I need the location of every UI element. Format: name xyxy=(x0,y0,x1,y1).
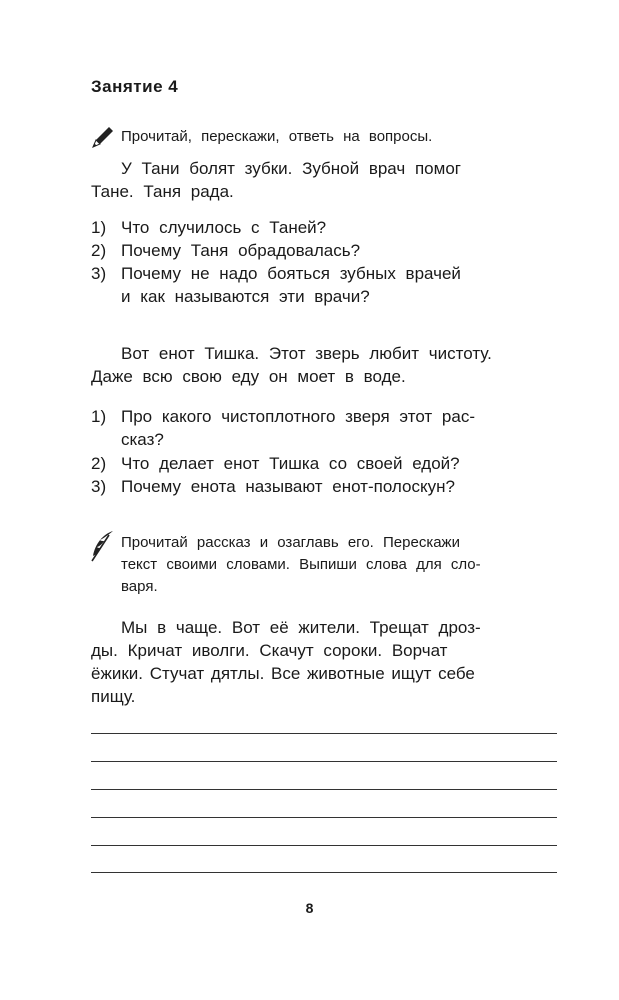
lesson-title: Занятие 4 xyxy=(91,77,179,96)
feather-icon xyxy=(89,530,115,564)
task2-instruction-line-2: текст своими словами. Выпиши слова для сло- xyxy=(121,556,481,573)
story2-line-1: Вот енот Тишка. Этот зверь любит чистоту. xyxy=(121,344,492,363)
question1-3: 3) Почему не надо бояться зубных врачей xyxy=(91,264,461,283)
page-number: 8 xyxy=(305,900,314,916)
question1-3-cont: и как называются эти врачи? xyxy=(121,287,370,306)
question1-1: 1) Что случилось с Таней? xyxy=(91,218,327,237)
writing-line xyxy=(91,789,557,790)
story3-line-3: ёжики. Стучат дятлы. Все животные ищут себе xyxy=(91,664,475,683)
writing-line xyxy=(91,761,557,762)
question1-2: 2) Почему Таня обрадовалась? xyxy=(91,241,361,260)
writing-line xyxy=(91,845,557,846)
writing-line xyxy=(91,872,557,873)
story3-line-4: пищу. xyxy=(91,687,136,706)
task1-instruction: Прочитай, перескажи, ответь на вопросы. xyxy=(121,128,433,145)
story2-line-2: Даже всю свою еду он моет в воде. xyxy=(91,367,406,386)
pencil-icon xyxy=(90,124,116,150)
question2-3: 3) Почему енота называют енот-полоскун? xyxy=(91,477,455,496)
question2-1: 1) Про какого чистоплотного зверя этот рас- xyxy=(91,407,475,426)
story1-line-2: Тане. Таня рада. xyxy=(91,182,234,201)
task2-instruction-line-3: варя. xyxy=(121,578,158,595)
story3-line-1: Мы в чаще. Вот её жители. Трещат дроз- xyxy=(121,618,481,637)
story1-line-1: У Тани болят зубки. Зубной врач помог xyxy=(121,159,461,178)
writing-line xyxy=(91,733,557,734)
question2-1-cont: сказ? xyxy=(121,430,164,449)
task2-instruction-line-1: Прочитай рассказ и озаглавь его. Перескажи xyxy=(121,534,460,551)
writing-line xyxy=(91,817,557,818)
story3-line-2: ды. Кричат иволги. Скачут сороки. Ворчат xyxy=(91,641,448,660)
question2-2: 2) Что делает енот Тишка со своей едой? xyxy=(91,454,460,473)
